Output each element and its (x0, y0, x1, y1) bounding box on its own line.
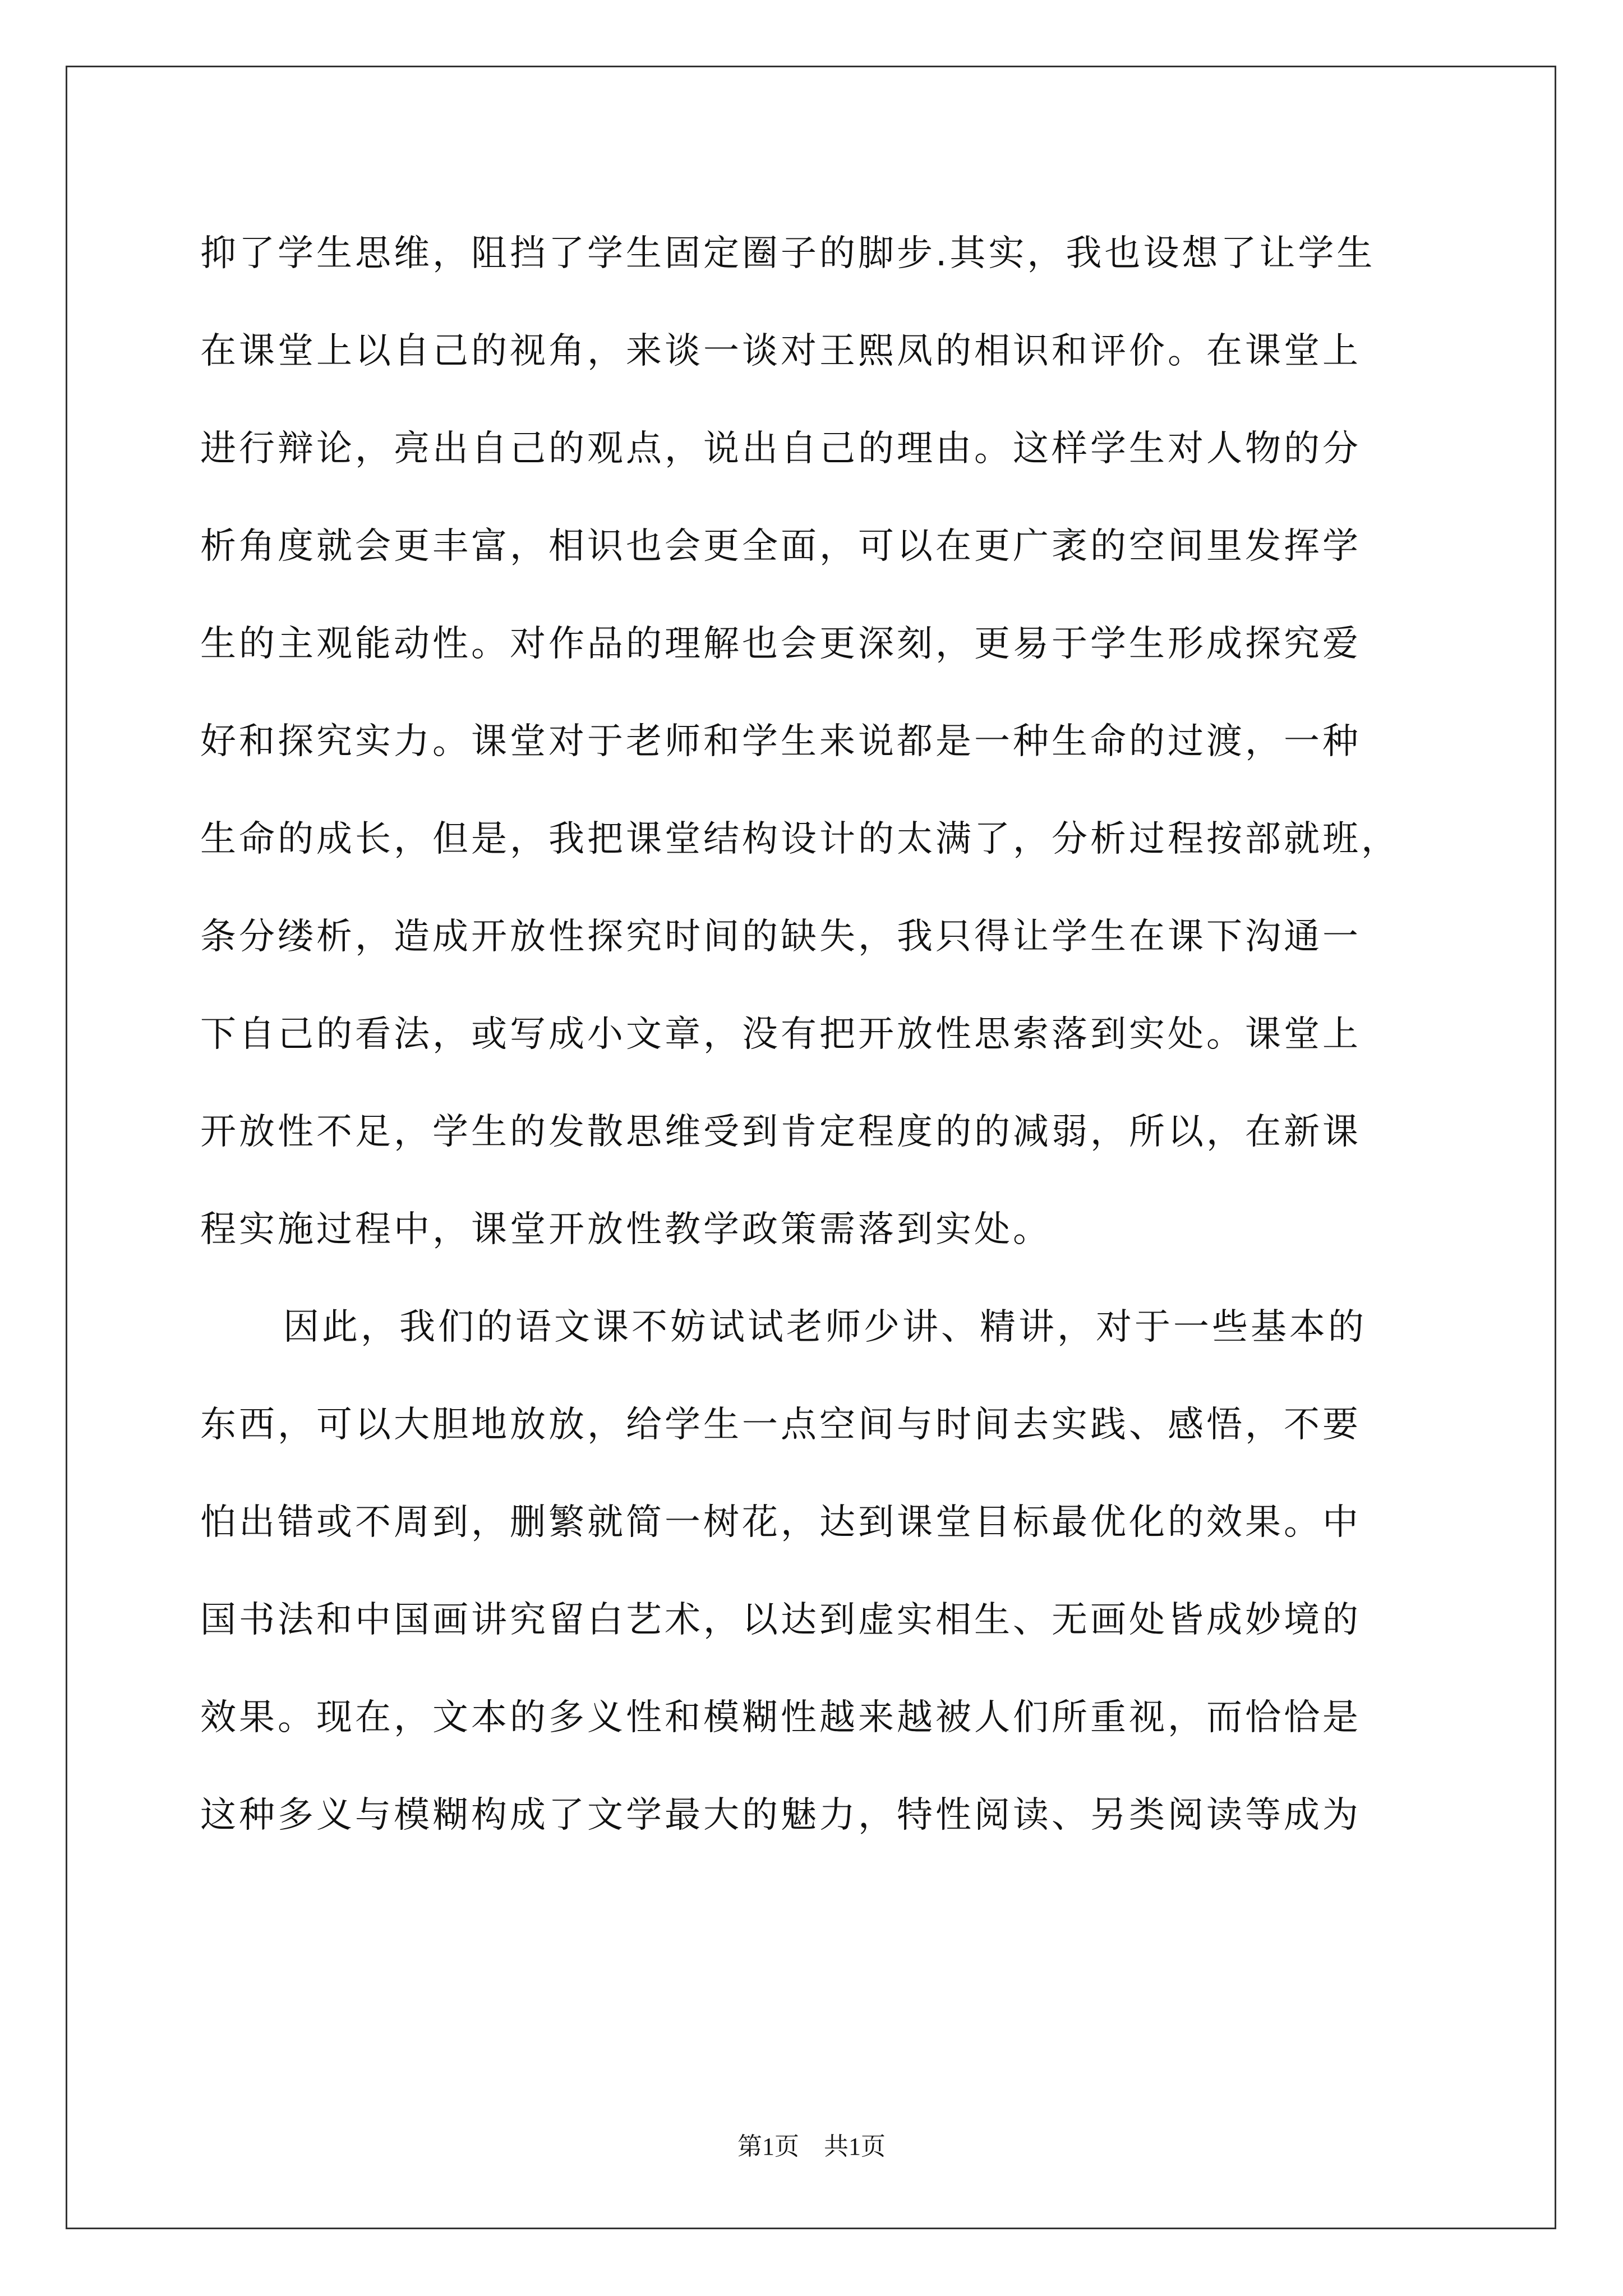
text-line: 进行辩论，亮出自己的观点，说出自己的理由。这样学生对人物的分 (200, 428, 1361, 470)
text-line: 条分缕析，造成开放性探究时间的缺失，我只得让学生在课下沟通一 (200, 916, 1361, 958)
text-line: 国书法和中国画讲究留白艺术，以达到虚实相生、无画处皆成妙境的 (200, 1599, 1361, 1641)
text-line: 析角度就会更丰富，相识也会更全面，可以在更广袤的空间里发挥学 (200, 526, 1361, 567)
text-line: 这种多义与模糊构成了文学最大的魅力，特性阅读、另类阅读等成为 (200, 1795, 1361, 1836)
text-line: 抑了学生思维，阻挡了学生固定圈子的脚步.其实，我也设想了让学生 (200, 233, 1376, 274)
page-footer (0, 2126, 1623, 2162)
text-line: 好和探究实力。课堂对于老师和学生来说都是一种生命的过渡，一种 (200, 721, 1361, 762)
text-line-indented: 因此，我们的语文课不妨试试老师少讲、精讲，对于一些基本的 (283, 1306, 1367, 1348)
text-line: 开放性不足，学生的发散思维受到肯定程度的的减弱，所以，在新课 (200, 1111, 1361, 1153)
page-number-label: 第1页 共1页 (737, 2133, 886, 2160)
text-line: 在课堂上以自己的视角，来谈一谈对王熙凤的相识和评价。在课堂上 (200, 330, 1361, 372)
document-body (200, 205, 1428, 1864)
text-line: 生的主观能动性。对作品的理解也会更深刻，更易于学生形成探究爱 (200, 623, 1361, 665)
text-line: 下自己的看法，或写成小文章，没有把开放性思索落到实处。课堂上 (200, 1014, 1361, 1055)
text-line: 怕出错或不周到，删繁就简一树花，达到课堂目标最优化的效果。中 (200, 1502, 1361, 1543)
text-line: 效果。现在，文本的多义性和模糊性越来越被人们所重视，而恰恰是 (200, 1697, 1361, 1738)
text-line: 程实施过程中，课堂开放性教学政策需落到实处。 (200, 1209, 1052, 1250)
text-line: 东西，可以大胆地放放，给学生一点空间与时间去实践、感悟，不要 (200, 1404, 1361, 1446)
text-line: 生命的成长，但是，我把课堂结构设计的太满了，分析过程按部就班， (200, 818, 1400, 860)
